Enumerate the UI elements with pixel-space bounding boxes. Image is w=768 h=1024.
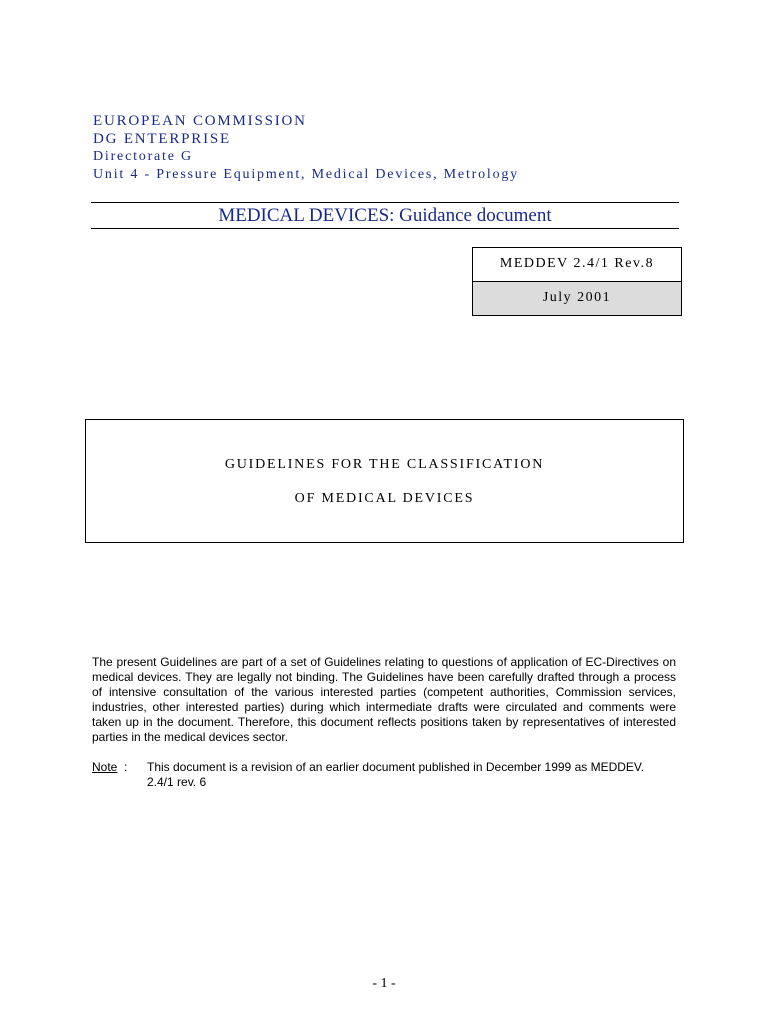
note-colon: : <box>124 760 128 774</box>
org-line-unit: Unit 4 - Pressure Equipment, Medical Devices, Metrology <box>93 167 519 182</box>
title-rule-top <box>91 202 679 203</box>
note-label: Note <box>92 760 118 774</box>
guidance-title: MEDICAL DEVICES: Guidance document <box>218 205 552 226</box>
org-line-commission: EUROPEAN COMMISSION <box>93 113 307 129</box>
reference-date: July 2001 <box>473 282 681 315</box>
document-title-box <box>85 419 684 543</box>
intro-paragraph: The present Guidelines are part of a set of Guidelines relating to questions of application of EC-Directives on medical devices. They are legally not binding. The Guidelines have been carefully drafted through a process of intensive consultation of the various interested parties (competent authorities, Commission services, industries, other interested parties) during which intermediate drafts were circulated and comments were taken up in the document. Therefore, this document reflects positions taken by representatives of interested parties in the medical devices sector. <box>92 655 676 744</box>
reference-code: MEDDEV 2.4/1 Rev.8 <box>473 248 681 282</box>
document-title-line2: OF MEDICAL DEVICES <box>294 491 475 506</box>
page-number: - 1 - <box>372 976 396 991</box>
title-rule-bottom <box>91 228 679 229</box>
org-line-dg: DG ENTERPRISE <box>93 131 231 147</box>
document-title-line1: GUIDELINES FOR THE CLASSIFICATION <box>224 457 545 472</box>
org-line-directorate: Directorate G <box>93 149 193 164</box>
organization-header <box>93 112 519 184</box>
note-text: This document is a revision of an earlier document published in December 1999 as MEDDEV. 2.4/1 rev. 6 <box>147 760 645 789</box>
reference-box <box>472 247 682 316</box>
